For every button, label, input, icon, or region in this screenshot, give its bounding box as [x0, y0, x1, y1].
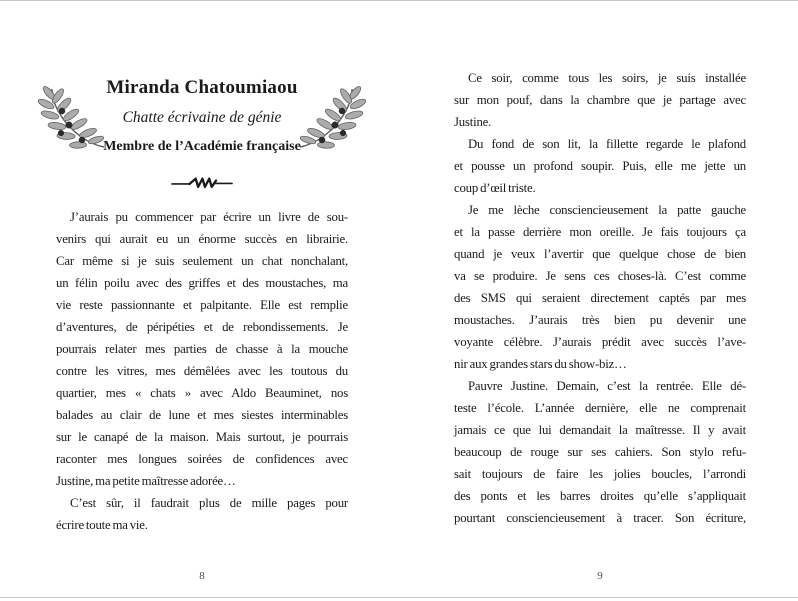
- text-line: sur mon pouf, dans la chambre que je partage avec: [454, 93, 746, 107]
- text-line: Pauvre Justine. Demain, c’est la rentrée. Elle dé-: [468, 379, 746, 393]
- bottom-rule: [0, 597, 798, 598]
- text-line: pourrais relater mes parties de chasse à la mouche: [56, 342, 348, 356]
- author-subtitle: Chatte écrivaine de génie: [122, 109, 282, 126]
- text-line: et la passe derrière mon oreille. Je fais toujours ça: [454, 225, 746, 239]
- right-page-number: 9: [597, 570, 603, 582]
- text-line: balades au clair de lune et mes siestes interminables: [56, 408, 348, 422]
- text-line: Justine, ma petite maîtresse adorée…: [56, 474, 236, 488]
- author-name: Miranda Chatoumiaou: [106, 77, 298, 98]
- text-line: venirs qui aurait eu un énorme succès en librairie.: [56, 232, 348, 246]
- paragraph: [454, 67, 746, 133]
- left-page-number: 8: [199, 570, 205, 582]
- text-line: moustaches. J’aurais très bien pu devenir une: [454, 313, 746, 327]
- text-line: beaucoup de rouge sur ses cahiers. Son stylo refu-: [454, 445, 746, 459]
- text-line: contre les vitres, mes démêlées avec les toutous du: [56, 364, 348, 378]
- text-line: raconter mes longues soirées de confidences avec: [56, 452, 348, 466]
- text-line: d’aventures, de péripéties et de rebondissements. Je: [56, 320, 348, 334]
- paragraph: [454, 375, 746, 529]
- author-affiliation: Membre de l’Académie française: [103, 139, 301, 154]
- right-page-text: [454, 67, 746, 529]
- paragraph: [454, 133, 746, 199]
- text-line: sur le canapé de la maison. Mais surtout, je pourrais: [56, 430, 348, 444]
- text-line: sait toujours de faire les jolies boucles, l’arrondi: [454, 467, 746, 481]
- text-line: teste l’école. L’année dernière, elle ne comprenait: [454, 401, 746, 415]
- text-line: des ponts et les barres droites qu’elle s’appliquait: [454, 489, 746, 503]
- left-page: [56, 0, 348, 601]
- text-line: un félin poilu avec des griffes et des moustaches, ma: [56, 276, 348, 290]
- text-line: nir aux grandes stars du show-biz…: [454, 357, 627, 371]
- text-line: Du fond de son lit, la fillette regarde le plafond: [468, 137, 746, 151]
- text-line: jamais ce que lui demandait la maîtresse. Il y avait: [454, 423, 746, 437]
- text-line: Car même si je suis seulement un chat nonchalant,: [56, 254, 348, 268]
- paragraph: [56, 206, 348, 492]
- paragraph: [454, 199, 746, 375]
- text-line: C’est sûr, il faudrait plus de mille pages pour: [70, 496, 348, 510]
- text-line: des SMS qui seraient directement captés par mes: [454, 291, 746, 305]
- text-line: écrire toute ma vie.: [56, 518, 148, 532]
- text-line: voyante célèbre. J’aurais prédit avec succès l’ave-: [454, 335, 746, 349]
- squiggle-divider-icon: [171, 175, 233, 191]
- text-line: quartier, mes « chats » avec Aldo Beauminet, nos: [56, 386, 348, 400]
- text-line: Je me lèche consciencieusement la patte gauche: [468, 203, 746, 217]
- left-page-text: [56, 206, 348, 536]
- paragraph: [56, 492, 348, 536]
- text-line: et pousse un profond soupir. Puis, elle me jette un: [454, 159, 746, 173]
- text-line: coup d’œil triste.: [454, 181, 536, 195]
- text-line: pourtant consciencieusement à tracer. Son écriture,: [454, 511, 746, 525]
- text-line: vie reste passionnante et palpitante. Elle est remplie: [56, 298, 348, 312]
- text-line: va se produire. Je sens ces choses-là. C’est comme: [454, 269, 746, 283]
- text-line: J’aurais pu commencer par écrire un livre de sou-: [70, 210, 348, 224]
- text-line: Ce soir, comme tous les soirs, je suis installée: [468, 71, 746, 85]
- right-page: [454, 0, 746, 601]
- text-line: quand je veux l’avertir que quelque chose de bien: [454, 247, 746, 261]
- text-line: Justine.: [454, 115, 492, 129]
